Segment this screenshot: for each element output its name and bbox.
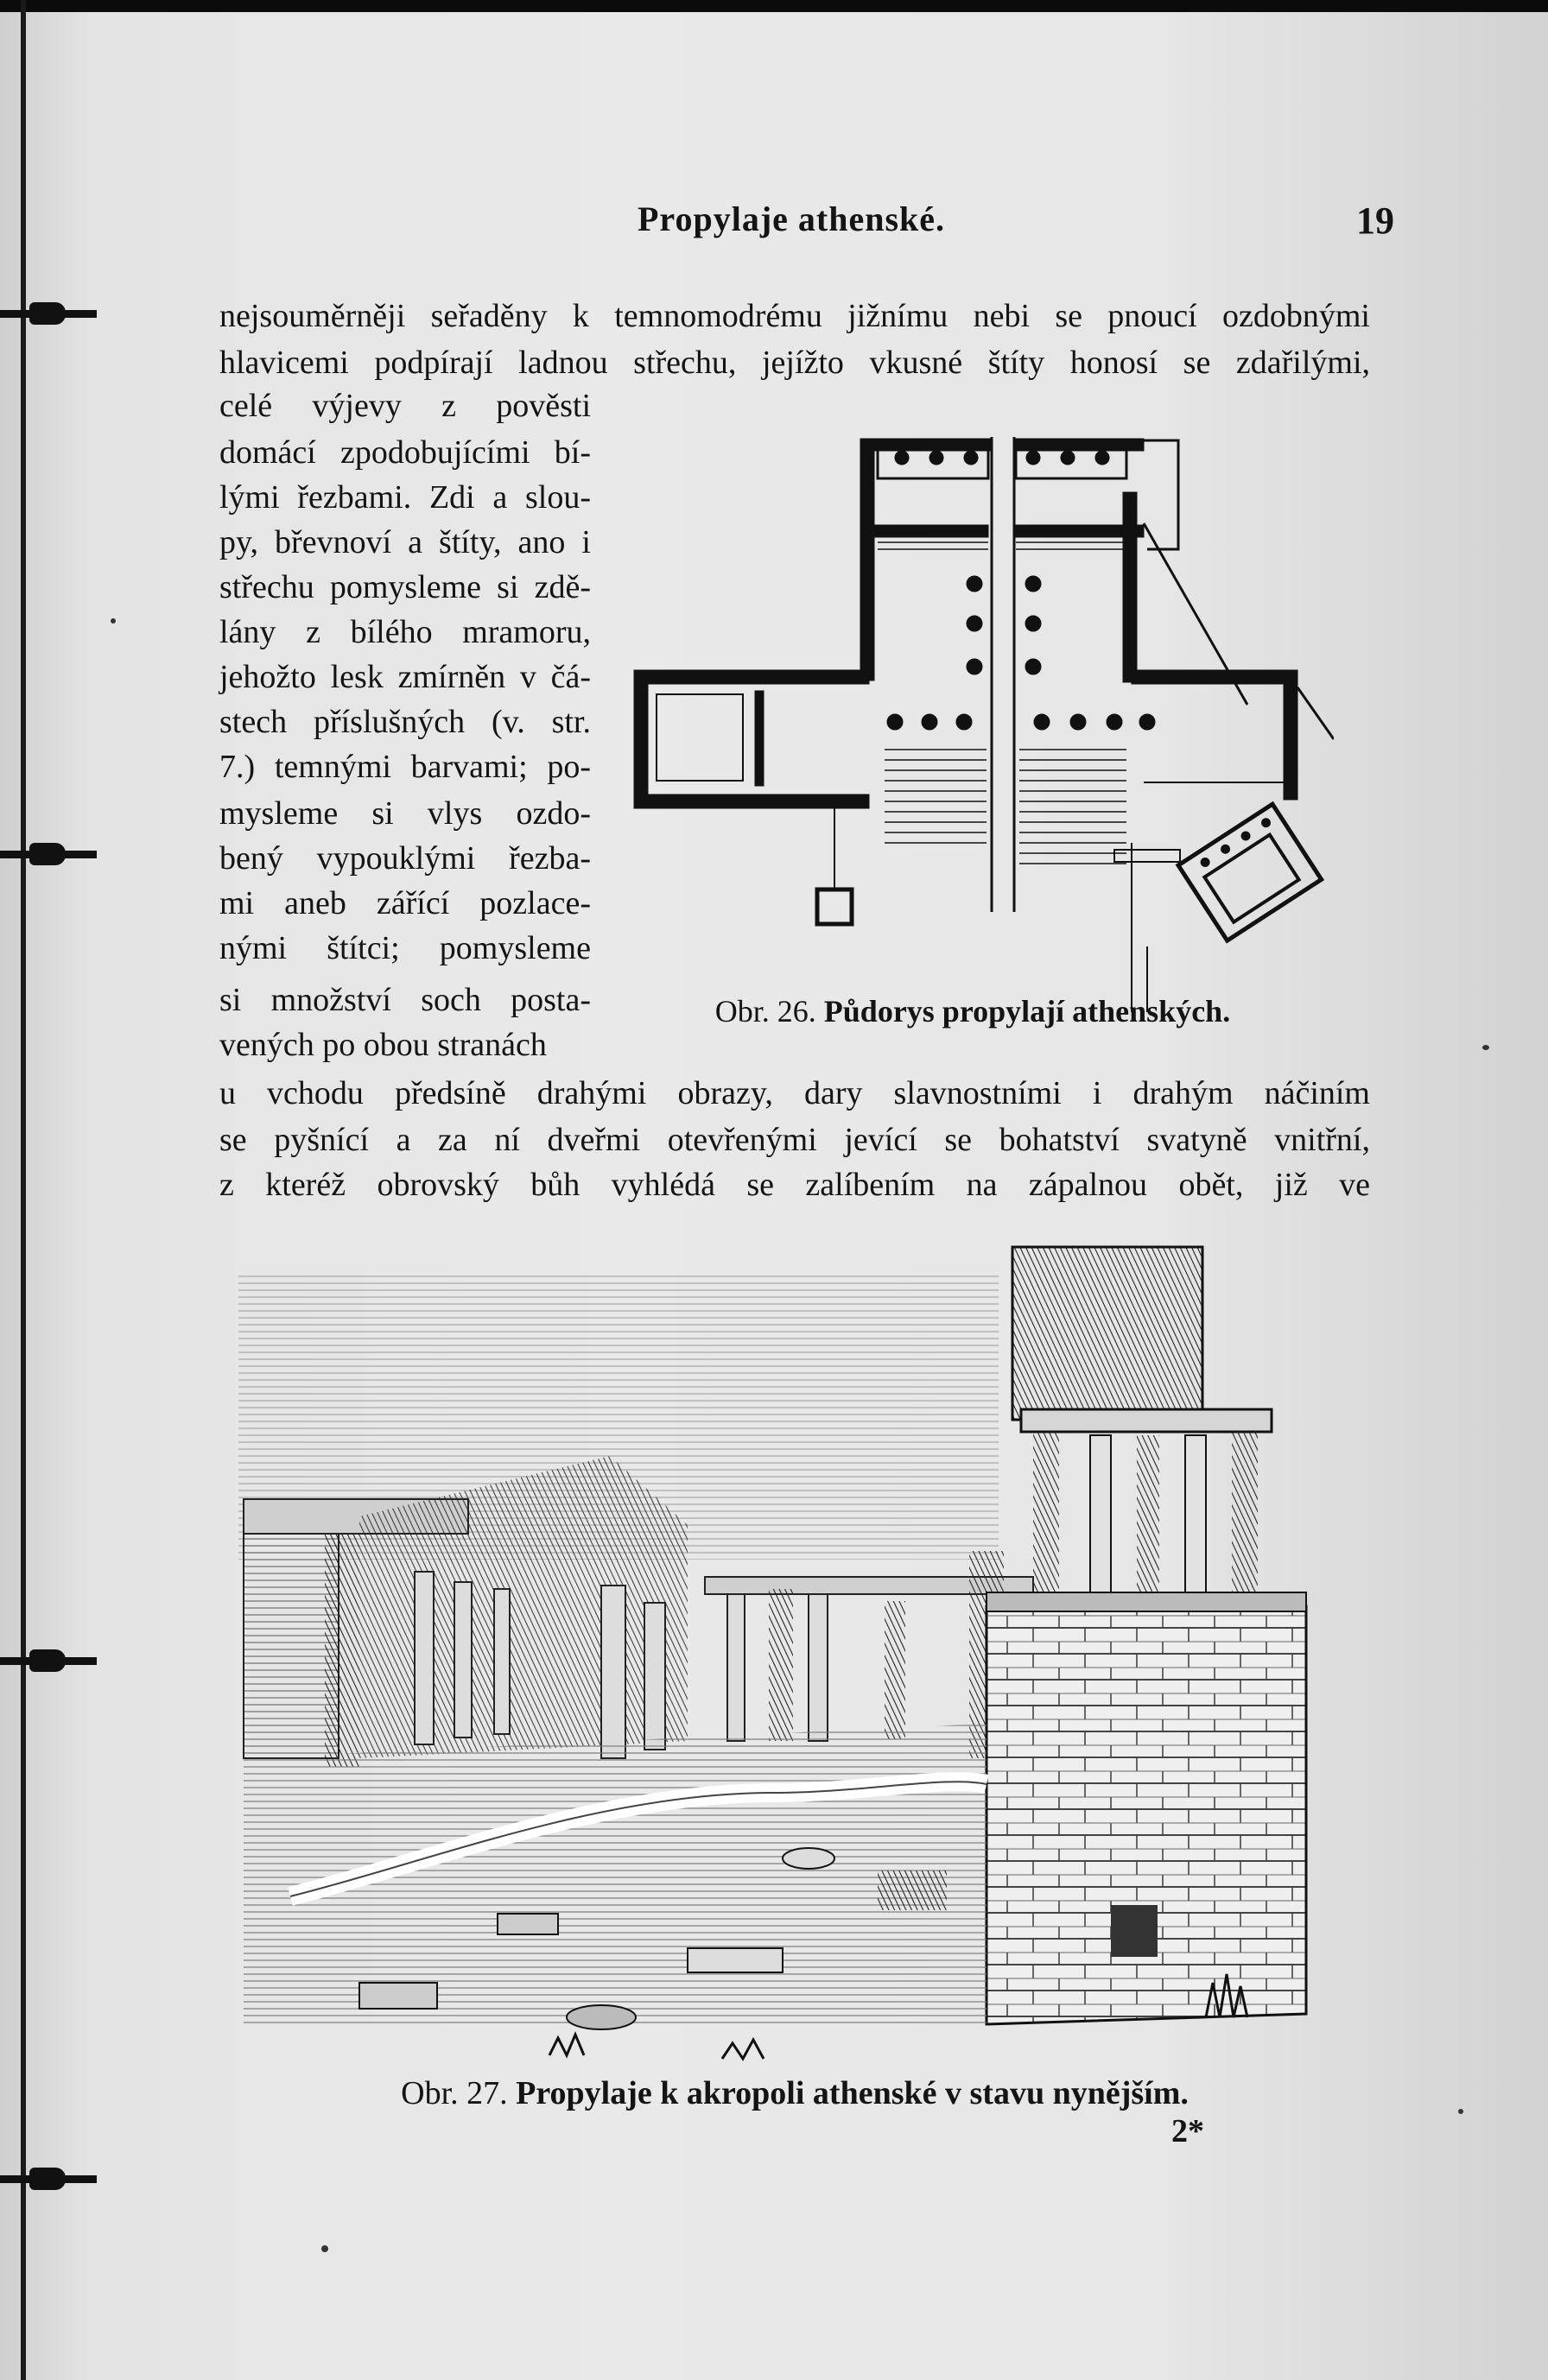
text-line: jehožto lesk zmírněn v čá- <box>219 659 591 695</box>
text-line: lány z bílého mramoru, <box>219 614 591 650</box>
text-line: bený vypouklými řezba- <box>219 840 591 877</box>
figure-caption <box>688 993 1258 1036</box>
text-line: hlavicemi podpírají ladnou střechu, jejížto vkusné štíty honosí se zdařilými, <box>219 345 1370 381</box>
binding-mark <box>0 302 97 325</box>
binding-mark <box>0 2168 97 2190</box>
text-line: z kteréž obrovský bůh vyhlédá se zalíbením na zápalnou obět, již ve <box>219 1167 1370 1203</box>
text-line: nými štítci; pomysleme <box>219 930 591 966</box>
binding-mark <box>0 1649 97 1672</box>
ruins-engraving <box>238 1240 1348 2067</box>
text-line: se pyšnící a za ní dveřmi otevřenými jevící se bohatství svatyně vnitřní, <box>219 1122 1370 1158</box>
text-line: nejsouměrněji seřaděny k temnomodrému jižnímu nebi se pnoucí ozdobnými <box>219 298 1370 334</box>
text-line: si množství soch posta- <box>219 982 591 1018</box>
figure-caption-text: Propylaje k akropoli athenské v stavu nynějším. <box>516 2075 1189 2111</box>
text-line: 7.) temnými barvami; po- <box>219 749 591 785</box>
text-line: celé výjevy z pověsti <box>219 388 591 424</box>
speck <box>321 2245 328 2252</box>
figure-caption-text: Půdorys propylají athenských. <box>823 994 1231 1029</box>
text-line: vených po obou stranách <box>219 1027 547 1063</box>
text-line: py, břevnoví a štíty, ano i <box>219 524 591 560</box>
speck <box>1482 1045 1489 1050</box>
text-line: domácí zpodobujícími bí- <box>219 434 591 471</box>
figure-number: Obr. 26. <box>714 994 816 1029</box>
text-line: stech příslušných (v. str. <box>219 704 591 740</box>
text-line: u vchodu předsíně drahými obrazy, dary slavnostními i drahým náčiním <box>219 1075 1370 1111</box>
signature-mark: 2* <box>1171 2113 1204 2149</box>
figure-number: Obr. 27. <box>401 2075 508 2111</box>
scan-top-border <box>0 0 1548 12</box>
figure-caption <box>328 2074 1261 2121</box>
binding-mark <box>0 843 97 865</box>
speck <box>1458 2109 1463 2114</box>
text-line: mi aneb zářící pozlace- <box>219 885 591 921</box>
running-head: Propylaje athenské. <box>638 199 946 238</box>
text-line: střechu pomysleme si zdě- <box>219 569 591 605</box>
text-line: lými řezbami. Zdi a slou- <box>219 479 591 516</box>
floor-plan-illustration <box>625 428 1334 1012</box>
text-line: mysleme si vlys ozdo- <box>219 795 591 832</box>
speck <box>111 618 116 623</box>
scan-left-edge <box>21 0 26 2380</box>
page-number: 19 <box>1356 199 1394 242</box>
